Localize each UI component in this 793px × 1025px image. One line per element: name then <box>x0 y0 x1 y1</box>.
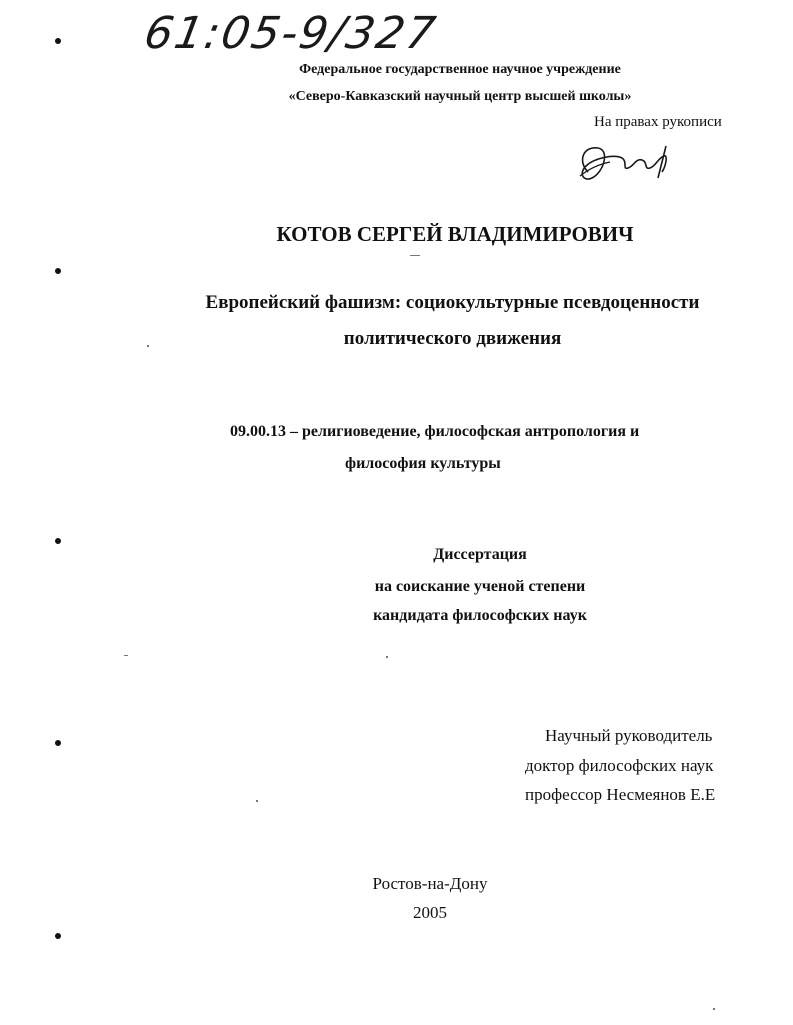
supervisor-line-1: Научный руководитель <box>545 726 713 745</box>
institution-line-2: «Северо-Кавказский научный центр высшей школы» <box>288 89 632 104</box>
supervisor-line-2: доктор философских наук <box>525 756 714 775</box>
dissertation-title-line-1: Европейский фашизм: социокультурные псевдоценности <box>205 292 700 313</box>
scan-speck <box>410 255 420 256</box>
punch-hole-mark <box>55 740 61 746</box>
specialty-line-1: 09.00.13 – религиоведение, философская антропология и <box>230 423 640 440</box>
manuscript-rights: На правах рукописи <box>594 114 722 130</box>
scan-speck <box>256 800 258 802</box>
signature-icon <box>570 132 680 192</box>
city: Ростов-на-Дону <box>372 874 488 893</box>
scan-speck <box>124 655 128 656</box>
scan-speck <box>713 1008 715 1010</box>
archive-number: 61:05-9/327 <box>140 8 441 59</box>
dissertation-title-line-2: политического движения <box>343 328 562 349</box>
punch-hole-mark <box>55 538 61 544</box>
punch-hole-mark <box>55 933 61 939</box>
degree-line-1: Диссертация <box>433 546 527 563</box>
degree-line-3: кандидата философских наук <box>373 607 587 624</box>
supervisor-line-3: профессор Несмеянов Е.Е <box>525 785 716 804</box>
degree-line-2: на соискание ученой степени <box>374 578 586 595</box>
scan-speck <box>386 656 388 658</box>
year: 2005 <box>413 903 447 922</box>
scan-speck <box>147 345 149 347</box>
specialty-line-2: философия культуры <box>345 455 501 472</box>
author-name: КОТОВ СЕРГЕЙ ВЛАДИМИРОВИЧ <box>276 222 634 246</box>
punch-hole-mark <box>55 268 61 274</box>
punch-hole-mark <box>55 38 61 44</box>
institution-line-1: Федеральное государственное научное учреждение <box>299 62 621 77</box>
